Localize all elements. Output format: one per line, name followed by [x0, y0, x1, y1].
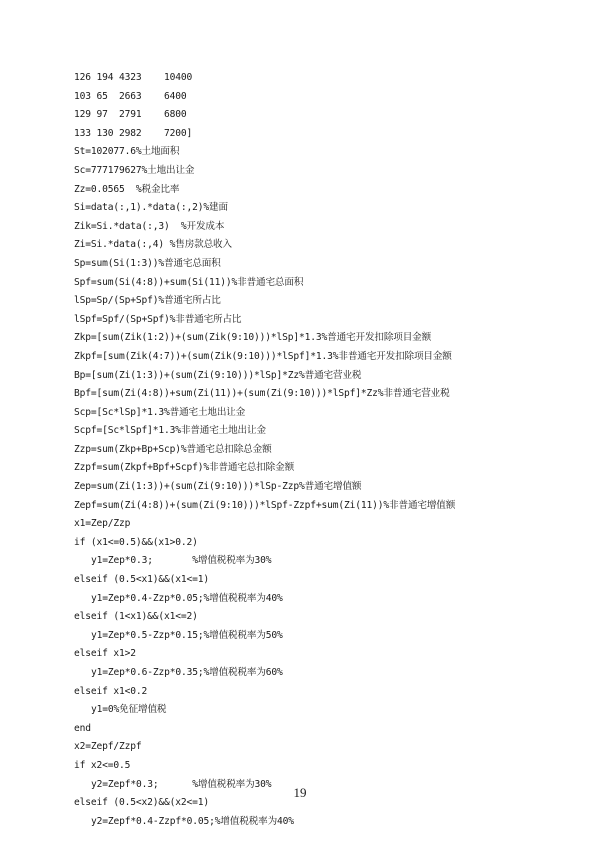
code-line: lSpf=Spf/(Sp+Spf)%非普通宅所占比	[74, 313, 242, 325]
code-line: Zz=0.0565 %税金比率	[74, 183, 180, 195]
code-line: y1=Zep*0.5-Zzp*0.15;%增值税税率为50%	[91, 629, 283, 641]
code-line: x2=Zepf/Zzpf	[74, 741, 142, 753]
code-line: Zepf=sum(Zi(4:8))+(sum(Zi(9:10)))*lSpf-Zzpf+sum(Zi(11))%非普通宅增值额	[74, 499, 456, 511]
code-line: Zep=sum(Zi(1:3))+(sum(Zi(9:10)))*lSp-Zzp%普通宅增值额	[74, 481, 362, 493]
code-line: y1=Zep*0.3; %增值税税率为30%	[91, 555, 272, 567]
code-line: Scp=[Sc*lSp]*1.3%普通宅土地出让金	[74, 406, 246, 418]
code-line: elseif x1<0.2	[74, 685, 148, 697]
code-line: Zik=Si.*data(:,3) %开发成本	[74, 220, 225, 232]
code-line: y1=Zep*0.6-Zzp*0.35;%增值税税率为60%	[91, 667, 283, 678]
code-line: Sp=sum(Si(1:3))%普通宅总面积	[74, 257, 221, 269]
code-line: 133 130 2982 7200]	[74, 127, 193, 139]
code-line: St=102077.6%土地面积	[74, 146, 180, 158]
code-line: elseif (1<x1)&&(x1<=2)	[74, 611, 198, 623]
code-line: x1=Zep/Zzp	[74, 518, 131, 530]
code-line: Scpf=[Sc*lSpf]*1.3%非普通宅土地出让金	[74, 425, 266, 437]
code-listing	[74, 69, 455, 831]
code-line: Sc=777179627%土地出让金	[74, 164, 195, 176]
code-line: Zzp=sum(Zkp+Bp+Scp)%普通宅总扣除总金额	[74, 443, 272, 455]
code-line: Bpf=[sum(Zi(4:8))+sum(Zi(11))+(sum(Zi(9:10)))*lSpf]*Zz%非普通宅营业税	[74, 388, 450, 400]
code-line: y1=0%免征增值税	[91, 704, 167, 716]
code-line: y1=Zep*0.4-Zzp*0.05;%增值税税率为40%	[91, 592, 283, 604]
code-line: Zi=Si.*data(:,4) %售房款总收入	[74, 239, 232, 251]
code-line: Zkpf=[sum(Zik(4:7))+(sum(Zik(9:10)))*lSpf]*1.3%非普通宅开发扣除项目金额	[74, 350, 452, 362]
code-line: end	[74, 722, 91, 734]
code-line: Bp=[sum(Zi(1:3))+(sum(Zi(9:10)))*lSp]*Zz%普通宅营业税	[74, 369, 362, 381]
code-line: 129 97 2791 6800	[74, 109, 187, 121]
code-line: Spf=sum(Si(4:8))+sum(Si(11))%非普通宅总面积	[74, 276, 304, 288]
page-number: 19	[293, 785, 307, 800]
code-line: if x2<=0.5	[74, 759, 131, 771]
code-line: Zkp=[sum(Zik(1:2))+(sum(Zik(9:10)))*lSp]*1.3%普通宅开发扣除项目金额	[74, 332, 432, 344]
code-line: 103 65 2663 6400	[74, 90, 187, 102]
code-line: elseif (0.5<x2)&&(x2<=1)	[74, 797, 210, 809]
code-line: 126 194 4323 10400	[74, 72, 193, 83]
code-line: Si=data(:,1).*data(:,2)%建面	[74, 202, 228, 214]
code-line: Zzpf=sum(Zkpf+Bpf+Scpf)%非普通宅总扣除金额	[74, 462, 295, 474]
code-line: elseif x1>2	[74, 648, 136, 660]
code-line: y2=Zepf*0.4-Zzpf*0.05;%增值税税率为40%	[91, 815, 294, 827]
code-line: if (x1<=0.5)&&(x1>0.2)	[74, 536, 198, 548]
code-line: elseif (0.5<x1)&&(x1<=1)	[74, 574, 210, 586]
code-line: lSp=Sp/(Sp+Spf)%普通宅所占比	[74, 295, 221, 307]
code-line: y2=Zepf*0.3; %增值税税率为30%	[91, 778, 272, 790]
